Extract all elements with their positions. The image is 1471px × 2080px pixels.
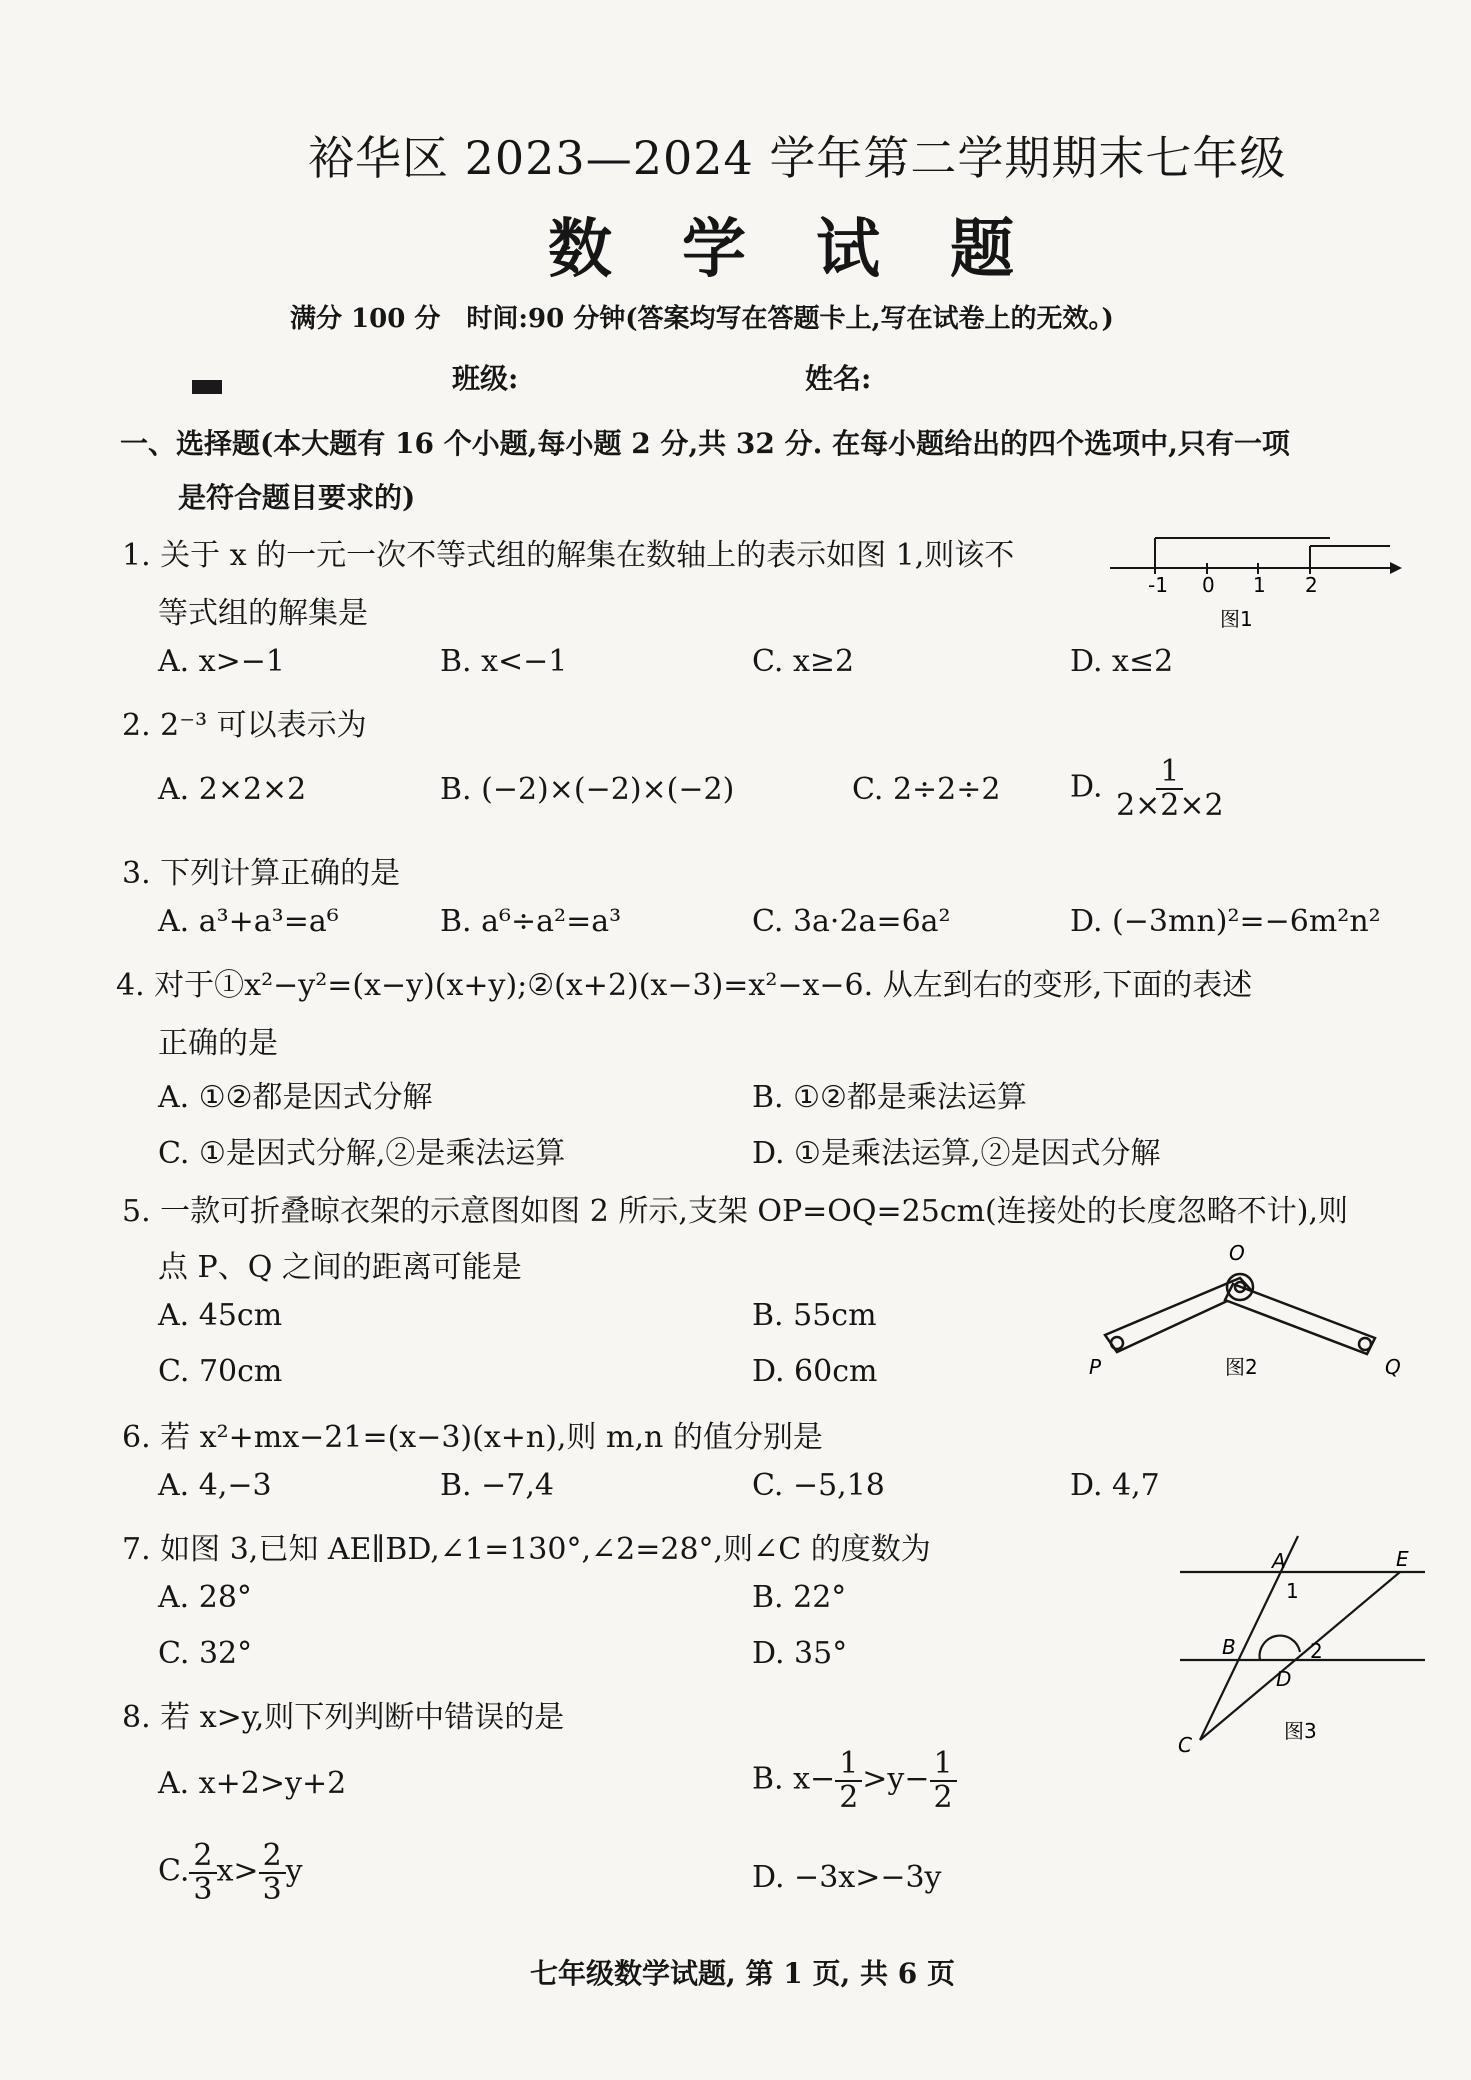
fraction-numerator: 2 xyxy=(189,1840,216,1874)
q4-option-d: D. ①是乘法运算,②是因式分解 xyxy=(752,1136,1161,1171)
q6-option-b: B. −7,4 xyxy=(440,1468,554,1503)
q2-option-b: B. (−2)×(−2)×(−2) xyxy=(440,772,735,807)
q8-option-d: D. −3x>−3y xyxy=(752,1860,942,1895)
figure-1-tick-label: 0 xyxy=(1202,573,1215,597)
q6-option-d: D. 4,7 xyxy=(1070,1468,1160,1503)
black-mark xyxy=(192,380,222,394)
question-4-line2: 正确的是 xyxy=(158,1026,278,1061)
q2-option-a: A. 2×2×2 xyxy=(158,772,307,807)
question-7-stem: 7. 如图 3,已知 AE∥BD,∠1=130°,∠2=28°,则∠C 的度数为 xyxy=(122,1532,931,1567)
q5-option-a: A. 45cm xyxy=(158,1298,283,1333)
q8-option-c xyxy=(158,1840,303,1905)
section-heading-line1: 一、选择题(本大题有 16 个小题,每小题 2 分,共 32 分. 在每小题给出的四个选项中,只有一项 xyxy=(120,427,1290,460)
q1-option-c: C. x≥2 xyxy=(752,644,855,679)
q4-option-b: B. ①②都是乘法运算 xyxy=(752,1080,1027,1115)
figure-2-drying-rack xyxy=(1085,1240,1415,1390)
subject-title: 数学试题 xyxy=(548,212,1084,287)
fraction-denominator: 3 xyxy=(262,1871,282,1907)
name-label: 姓名: xyxy=(805,362,872,395)
figure-1-tick-label: -1 xyxy=(1148,573,1168,597)
q7-option-d: D. 35° xyxy=(752,1636,848,1671)
q4-option-a: A. ①②都是因式分解 xyxy=(158,1080,433,1115)
q7-option-c: C. 32° xyxy=(158,1636,253,1671)
q3-option-c: C. 3a·2a=6a² xyxy=(752,904,951,939)
figure-3-label-b: B xyxy=(1222,1635,1236,1659)
figure-3-angle-1: 1 xyxy=(1286,1579,1299,1603)
fraction-numerator: 1 xyxy=(930,1748,957,1782)
figure-3-angle-2: 2 xyxy=(1310,1639,1323,1663)
q1-option-a: A. x>−1 xyxy=(158,644,286,679)
fraction-denominator: 2 xyxy=(839,1779,859,1815)
question-3-stem: 3. 下列计算正确的是 xyxy=(122,856,401,891)
figure-3-label-c: C xyxy=(1178,1733,1192,1757)
q5-option-b: B. 55cm xyxy=(752,1298,877,1333)
question-4-line1: 4. 对于①x²−y²=(x−y)(x+y);②(x+2)(x−3)=x²−x−6. 从左到右的变形,下面的表述 xyxy=(116,968,1253,1003)
question-8-stem: 8. 若 x>y,则下列判断中错误的是 xyxy=(122,1700,565,1735)
figure-3-label-e: E xyxy=(1396,1547,1409,1571)
q3-option-a: A. a³+a³=a⁶ xyxy=(158,904,339,939)
q2-option-d xyxy=(1070,756,1228,821)
question-1-line1: 1. 关于 x 的一元一次不等式组的解集在数轴上的表示如图 1,则该不 xyxy=(122,538,1015,573)
q8-option-b-part1: B. x− xyxy=(752,1761,836,1797)
exam-title: 裕华区 2023—2024 学年第二学期期末七年级 xyxy=(308,131,1287,185)
q8-option-c-part3: y xyxy=(285,1853,303,1889)
figure-3-parallel-lines xyxy=(1160,1530,1440,1760)
q3-option-d: D. (−3mn)²=−6m²n² xyxy=(1070,904,1381,939)
q2-option-d-prefix: D. xyxy=(1070,769,1103,805)
q5-option-c: C. 70cm xyxy=(158,1354,283,1389)
question-5-line2: 点 P、Q 之间的距离可能是 xyxy=(158,1250,522,1285)
figure-3-label-d: D xyxy=(1276,1667,1292,1691)
figure-1-tick-label: 2 xyxy=(1305,573,1318,597)
q2-option-d-denominator: 2×2×2 xyxy=(1116,787,1224,823)
question-2-stem: 2. 2⁻³ 可以表示为 xyxy=(122,708,367,743)
q8-option-c-part2: x> xyxy=(216,1853,259,1889)
q8-option-a: A. x+2>y+2 xyxy=(158,1766,347,1801)
page-footer: 七年级数学试题, 第 1 页, 共 6 页 xyxy=(530,1957,955,1990)
q1-option-b: B. x<−1 xyxy=(440,644,568,679)
q1-option-d: D. x≤2 xyxy=(1070,644,1174,679)
q7-option-b: B. 22° xyxy=(752,1580,847,1615)
section-heading-line2: 是符合题目要求的) xyxy=(178,481,416,514)
figure-2-label-p: P xyxy=(1089,1355,1102,1379)
figure-2-label-o: O xyxy=(1229,1241,1245,1265)
q8-option-b-part2: >y− xyxy=(862,1761,930,1797)
q8-option-b xyxy=(752,1748,957,1813)
q6-option-c: C. −5,18 xyxy=(752,1468,885,1503)
exam-info: 满分 100 分 时间:90 分钟(答案均写在答题卡上,写在试卷上的无效。) xyxy=(290,304,1114,334)
q5-option-d: D. 60cm xyxy=(752,1354,878,1389)
q8-option-c-prefix: C. xyxy=(158,1853,190,1889)
q4-option-c: C. ①是因式分解,②是乘法运算 xyxy=(158,1136,566,1171)
class-label: 班级: xyxy=(452,362,519,395)
q2-option-d-numerator: 1 xyxy=(1156,756,1183,790)
fraction-denominator: 3 xyxy=(193,1871,213,1907)
figure-1-caption: 图1 xyxy=(1220,607,1253,631)
figure-3-caption: 图3 xyxy=(1284,1719,1317,1743)
question-1-line2: 等式组的解集是 xyxy=(158,596,368,631)
q7-option-a: A. 28° xyxy=(158,1580,252,1615)
question-6-stem: 6. 若 x²+mx−21=(x−3)(x+n),则 m,n 的值分别是 xyxy=(122,1420,823,1455)
figure-3-label-a: A xyxy=(1272,1549,1286,1573)
fraction-numerator: 1 xyxy=(835,1748,862,1782)
q3-option-b: B. a⁶÷a²=a³ xyxy=(440,904,622,939)
figure-2-caption: 图2 xyxy=(1225,1355,1258,1379)
figure-1-tick-label: 1 xyxy=(1253,573,1266,597)
figure-2-label-q: Q xyxy=(1385,1355,1401,1379)
figure-1-number-line xyxy=(1100,528,1410,638)
fraction-numerator: 2 xyxy=(259,1840,286,1874)
question-5-line1: 5. 一款可折叠晾衣架的示意图如图 2 所示,支架 OP=OQ=25cm(连接处的长度忽略不计),则 xyxy=(122,1194,1349,1229)
q2-option-c: C. 2÷2÷2 xyxy=(852,772,1001,807)
q6-option-a: A. 4,−3 xyxy=(158,1468,272,1503)
fraction-denominator: 2 xyxy=(933,1779,953,1815)
